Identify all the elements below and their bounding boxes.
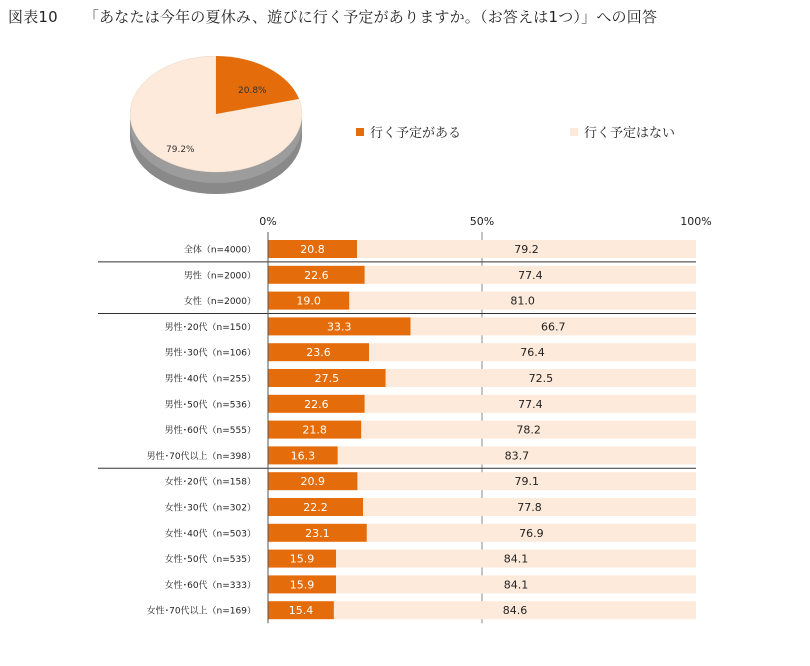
data-label-yes: 20.8 <box>300 243 325 256</box>
data-label-yes: 15.9 <box>289 578 315 592</box>
data-label-no: 77.8 <box>517 501 542 514</box>
category-label: 男性･40代（n=255） <box>164 374 256 385</box>
data-label-yes: 22.2 <box>303 501 328 514</box>
data-label-yes: 23.6 <box>306 346 331 360</box>
category-label: 全体（n=4000） <box>183 245 256 256</box>
category-label: 男性･30代（n=106） <box>164 348 256 359</box>
data-label-no: 77.4 <box>518 268 543 282</box>
pie-label-yes: 20.8% <box>238 86 267 96</box>
x-tick-label: 100% <box>680 215 712 228</box>
category-label: 男性（n=2000） <box>183 271 256 282</box>
figure-title-text: 「あなたは今年の夏休み、遊びに行く予定がありますか。（お答えは1つ）」への回答 <box>83 8 658 26</box>
data-label-yes: 19.0 <box>296 294 321 308</box>
data-label-no: 76.4 <box>520 346 545 360</box>
category-label: 女性･50代（n=535） <box>164 555 256 566</box>
data-label-yes: 15.9 <box>289 552 315 566</box>
data-label-no: 81.0 <box>510 294 535 308</box>
data-label-yes: 23.1 <box>305 526 330 540</box>
data-label-yes: 15.4 <box>288 604 314 618</box>
category-label: 男性･50代（n=536） <box>164 400 256 411</box>
data-label-no: 66.7 <box>541 320 566 334</box>
data-label-yes: 16.3 <box>290 449 316 463</box>
data-label-yes: 33.3 <box>327 320 352 334</box>
category-label: 男性･60代（n=555） <box>164 426 256 437</box>
category-label: 女性･20代（n=158） <box>164 477 256 488</box>
data-label-no: 79.2 <box>514 243 539 256</box>
legend-label-yes: 行く予定がある <box>370 126 462 141</box>
category-label: 女性･40代（n=503） <box>164 529 256 540</box>
category-label: 男性･20代（n=150） <box>164 322 256 333</box>
data-label-yes: 21.8 <box>302 423 327 437</box>
category-label: 女性（n=2000） <box>183 297 256 308</box>
data-label-no: 84.1 <box>503 552 529 566</box>
data-label-yes: 27.5 <box>314 372 340 385</box>
data-label-no: 83.7 <box>504 449 530 463</box>
figure-label: 図表10 <box>8 8 58 26</box>
data-label-yes: 22.6 <box>304 268 329 282</box>
data-label-no: 84.1 <box>503 578 529 592</box>
x-tick-label: 0% <box>259 215 277 228</box>
category-label: 女性･30代（n=302） <box>164 503 256 514</box>
data-label-yes: 20.9 <box>300 475 325 489</box>
category-label: 男性･70代以上（n=398） <box>146 451 256 462</box>
data-label-no: 72.5 <box>528 372 554 385</box>
data-label-no: 79.1 <box>514 475 539 489</box>
category-label: 女性･60代（n=333） <box>164 580 256 591</box>
data-label-no: 78.2 <box>516 423 541 437</box>
data-label-no: 84.6 <box>502 604 528 618</box>
pie-label-no: 79.2% <box>166 145 195 155</box>
x-tick-label: 50% <box>469 215 495 228</box>
data-label-no: 77.4 <box>518 397 543 411</box>
data-label-no: 76.9 <box>519 526 544 540</box>
data-label-yes: 22.6 <box>304 397 329 411</box>
category-label: 女性･70代以上（n=169） <box>146 606 256 617</box>
legend-label-no: 行く予定はない <box>584 126 676 141</box>
